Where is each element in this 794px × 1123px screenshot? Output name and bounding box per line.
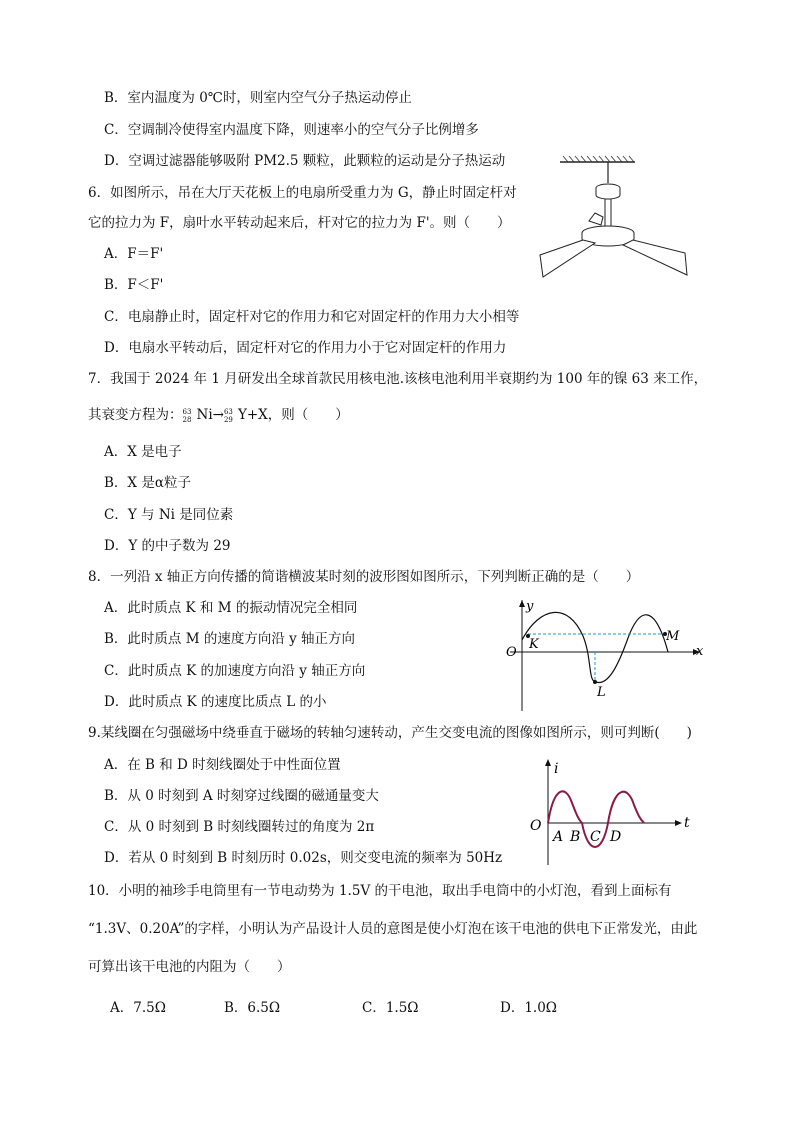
q9-stem: 9.某线圈在匀强磁场中绕垂直于磁场的转轴匀速转动，产生交变电流的图像如图所示，则可判断( ) bbox=[88, 725, 692, 741]
i-axis-label: i bbox=[554, 761, 559, 777]
point-l-marker bbox=[593, 680, 597, 684]
q7-equation-prefix: 其衰变方程为： bbox=[88, 407, 183, 423]
q6-stem-line1: 6．如图所示，吊在大厅天花板上的电扇所受重力为 G，静止时固定杆对 bbox=[88, 185, 517, 201]
q9-option-b: B．从 0 时刻到 A 时刻穿过线圈的磁通量变大 bbox=[104, 788, 379, 804]
ac-current-figure bbox=[524, 755, 704, 867]
q10-stem-line3: 可算出该干电池的内阻为（ ） bbox=[88, 959, 291, 975]
tick-b-label: B bbox=[570, 829, 581, 845]
q10-option-d: D．1.0Ω bbox=[500, 1000, 557, 1016]
q9-option-d: D．若从 0 时刻到 B 时刻历时 0.02s，则交变电流的频率为 50Hz bbox=[104, 850, 503, 866]
point-m-label: M bbox=[666, 629, 680, 644]
ceiling-fan-figure bbox=[535, 155, 695, 285]
y-axis-label: y bbox=[526, 599, 534, 614]
t-axis-label: t bbox=[684, 815, 690, 831]
q8-stem: 8．一列沿 x 轴正方向传播的简谐横波某时刻的波形图如图所示，下列判断正确的是（ ） bbox=[88, 569, 640, 585]
tick-a-label: A bbox=[553, 829, 564, 845]
wave-curve bbox=[522, 612, 668, 682]
q6-stem-line2: 它的拉力为 F，扇叶水平转动起来后，杆对它的拉力为 F'。则（ ） bbox=[88, 215, 511, 231]
q6-option-d: D．电扇水平转动后，固定杆对它的作用力小于它对固定杆的作用力 bbox=[104, 340, 507, 356]
q10-stem-line1: 10．小明的袖珍手电筒里有一节电动势为 1.5V 的干电池，取出手电筒中的小灯泡，看到上面标有 bbox=[88, 883, 672, 899]
q7-option-d: D．Y 的中子数为 29 bbox=[104, 538, 231, 554]
ni-symbol: Ni→ bbox=[196, 407, 224, 423]
q5-option-d: D．空调过滤器能够吸附 PM2.5 颗粒，此颗粒的运动是分子热运动 bbox=[104, 153, 506, 169]
q10-option-c: C．1.5Ω bbox=[362, 1000, 419, 1016]
q5-option-b: B．室内温度为 0℃时，则室内空气分子热运动停止 bbox=[104, 90, 412, 106]
q7-option-b: B．X 是α粒子 bbox=[104, 475, 191, 491]
q10-stem-line2: “1.3V、0.20A”的字样，小明认为产品设计人员的意图是使小灯泡在该干电池的供电下正常发光，由此 bbox=[88, 921, 698, 937]
wave-figure bbox=[500, 596, 706, 714]
ni-nuclide-label: 63 28 bbox=[182, 407, 192, 424]
q8-option-b: B．此时质点 M 的速度方向沿 y 轴正方向 bbox=[104, 631, 356, 647]
tick-d-label: D bbox=[610, 829, 622, 845]
point-l-label: L bbox=[597, 685, 606, 700]
origin-label: O bbox=[530, 818, 542, 834]
q7-option-c: C．Y 与 Ni 是同位素 bbox=[104, 507, 234, 523]
q9-option-a: A．在 B 和 D 时刻线圈处于中性面位置 bbox=[104, 757, 341, 773]
y-nuclide-label: 63 29 bbox=[223, 407, 233, 424]
x-axis-label: x bbox=[696, 644, 704, 659]
q7-equation-rest: Y+X，则（ ） bbox=[237, 407, 349, 423]
q8-option-c: C．此时质点 K 的加速度方向沿 y 轴正方向 bbox=[104, 663, 366, 679]
q10-option-b: B．6.5Ω bbox=[224, 1000, 281, 1016]
q6-option-a: A．F＝F' bbox=[104, 246, 164, 262]
q7-stem-line2 bbox=[88, 406, 349, 425]
q6-option-b: B．F＜F' bbox=[104, 277, 164, 293]
q7-stem-line1: 7．我国于 2024 年 1 月研发出全球首款民用核电池.该核电池利用半衰期约为 100 年的镍 63 来工作， bbox=[88, 371, 708, 387]
q10-option-a: A．7.5Ω bbox=[110, 1000, 166, 1016]
point-k-label: K bbox=[529, 637, 539, 652]
q6-option-c: C．电扇静止时，固定杆对它的作用力和它对固定杆的作用力大小相等 bbox=[104, 309, 520, 325]
q8-option-a: A．此时质点 K 和 M 的振动情况完全相同 bbox=[104, 600, 358, 616]
q5-option-c: C．空调制冷使得室内温度下降，则速率小的空气分子比例增多 bbox=[104, 122, 479, 138]
q7-option-a: A．X 是电子 bbox=[104, 444, 182, 460]
origin-label: O bbox=[506, 645, 517, 660]
tick-c-label: C bbox=[590, 829, 601, 845]
q8-option-d: D．此时质点 K 的速度比质点 L 的小 bbox=[104, 694, 327, 710]
q9-option-c: C．从 0 时刻到 B 时刻线圈转过的角度为 2π bbox=[104, 819, 375, 835]
